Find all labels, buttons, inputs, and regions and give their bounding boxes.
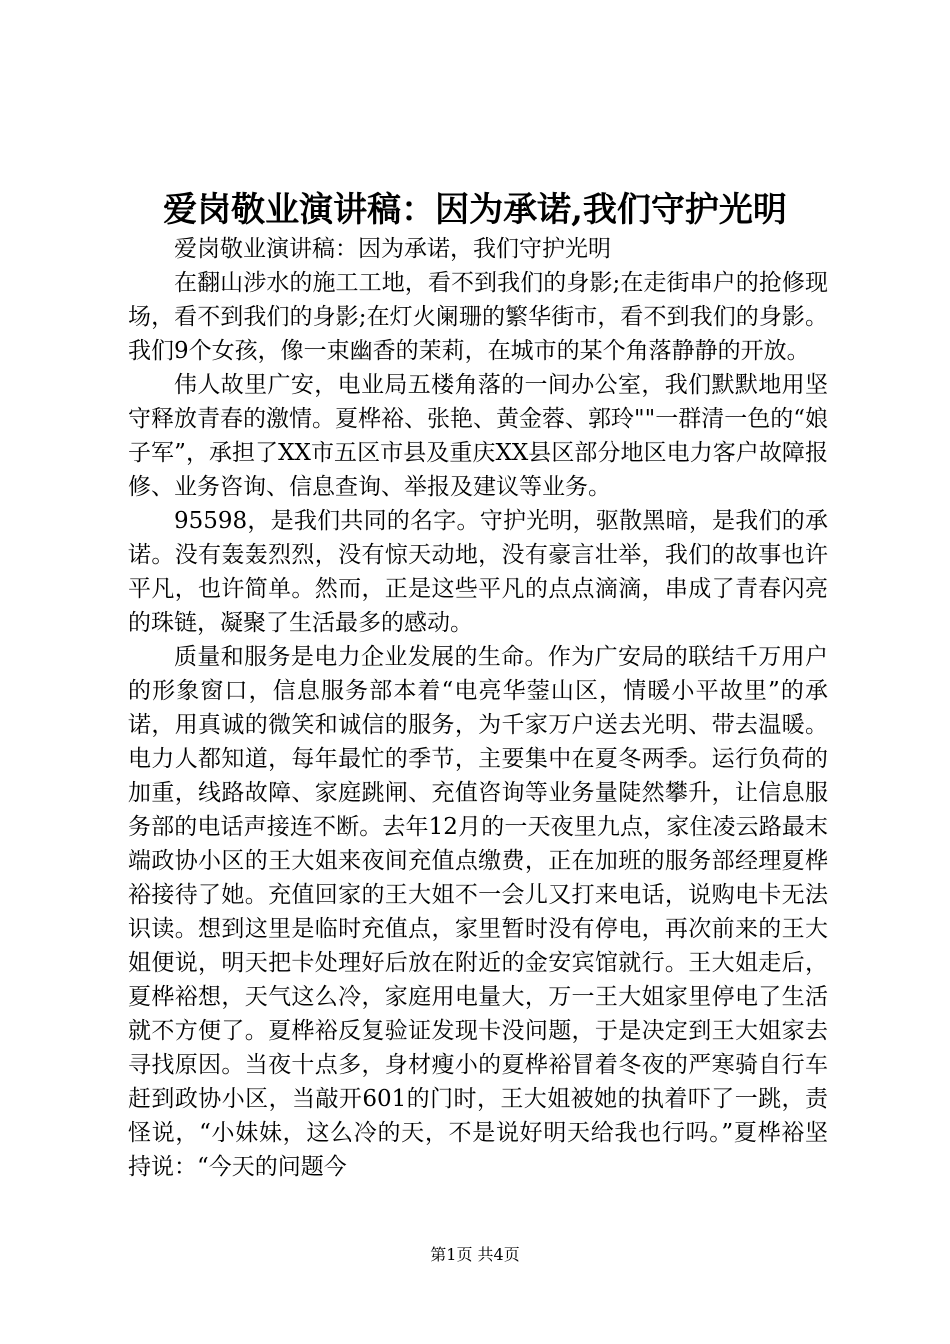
page-title: 爱岗敬业演讲稿：因为承诺,我们守护光明 — [163, 190, 787, 230]
paragraph: 在翻山涉水的施工工地，看不到我们的身影;在走街串户的抢修现场，看不到我们的身影;在灯火阑珊的繁华街市，看不到我们的身影。我们9个女孩，像一束幽香的茉莉，在城市的某个角落静静的开放。 — [128, 270, 828, 364]
document-body — [128, 232, 828, 1184]
page-footer — [0, 1244, 950, 1266]
paragraph: 质量和服务是电力企业发展的生命。作为广安局的联结千万用户的形象窗口，信息服务部本着“电亮华蓥山区，情暖小平故里”的承诺，用真诚的微笑和诚信的服务，为千家万户送去光明、带去温暖。电力人都知道，每年最忙的季节，主要集中在夏冬两季。运行负荷的加重，线路故障、家庭跳闸、充值咨询等业务量陡然攀升，让信息服务部的电话声接连不断。去年12月的一天夜里九点，家住凌云路最末端政协小区的王大姐来夜间充值点缴费，正在加班的服务部经理夏桦裕接待了她。充值回家的王大姐不一会儿又打来电话，说购电卡无法识读。想到这里是临时充值点，家里暂时没有停电，再次前来的王大姐便说，明天把卡处理好后放在附近的金安宾馆就行。王大姐走后，夏桦裕想，天气这么冷，家庭用电量大，万一王大姐家里停电了生活就不方便了。夏桦裕反复验证发现卡没问题，于是决定到王大姐家去寻找原因。当夜十点多，身材瘦小的夏桦裕冒着冬夜的严寒骑自行车赶到政协小区，当敲开601的门时，王大姐被她的执着吓了一跳，责怪说，“小妹妹，这么冷的天，不是说好明天给我也行吗。”夏桦裕坚持说：“今天的问题今 — [128, 644, 828, 1180]
paragraph: 伟人故里广安，电业局五楼角落的一间办公室，我们默默地用坚守释放青春的激情。夏桦裕、张艳、黄金蓉、郭玲""一群清一色的“娘子军”，承担了XX市五区市县及重庆XX县区部分地区电力客户故障报修、业务咨询、信息查询、举报及建议等业务。 — [128, 372, 828, 500]
paragraph-subtitle: 爱岗敬业演讲稿：因为承诺，我们守护光明 — [174, 236, 611, 262]
paragraph: 95598，是我们共同的名字。守护光明，驱散黑暗，是我们的承诺。没有轰轰烈烈，没有惊天动地，没有豪言壮举，我们的故事也许平凡，也许简单。然而，正是这些平凡的点点滴滴，串成了青春闪亮的珠链，凝聚了生活最多的感动。 — [128, 508, 828, 636]
page-indicator: 第1页 共4页 — [430, 1245, 520, 1264]
